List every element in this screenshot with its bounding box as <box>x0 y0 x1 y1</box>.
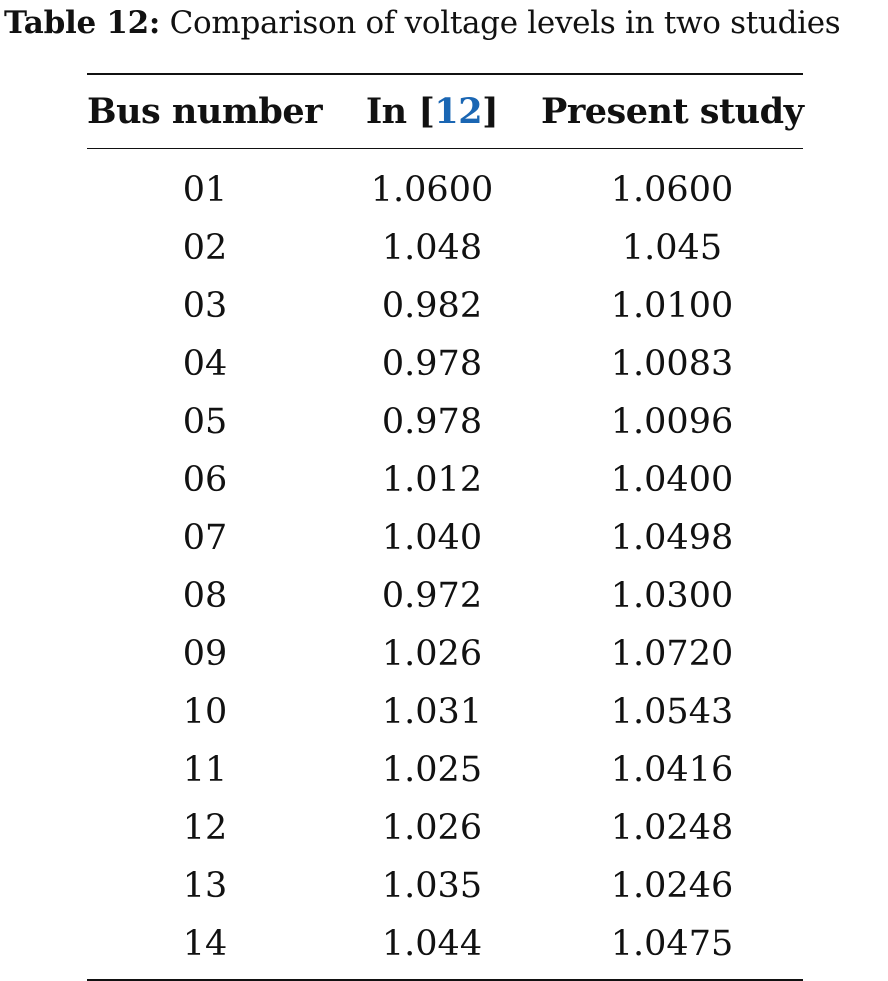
table-row <box>87 149 803 220</box>
table-row <box>87 277 803 335</box>
table-row <box>87 393 803 451</box>
cell-bus-number: 04 <box>182 344 228 384</box>
cell-bus-number: 12 <box>182 808 228 848</box>
cell-in-reference: 1.048 <box>381 228 483 268</box>
cell-in-reference: 0.978 <box>381 402 483 442</box>
cell-present-study: 1.0400 <box>610 460 734 500</box>
cell-bus-number: 13 <box>182 866 228 906</box>
table-row <box>87 915 803 980</box>
cell-present-study: 1.0100 <box>610 286 734 326</box>
voltage-comparison-table-container <box>87 73 803 981</box>
cell-present-study: 1.0475 <box>610 924 734 964</box>
cell-in-reference: 0.972 <box>381 576 483 616</box>
header-in-suffix: ] <box>482 91 499 132</box>
cell-in-reference: 1.035 <box>381 866 483 906</box>
cell-present-study: 1.0248 <box>610 808 734 848</box>
cell-present-study: 1.0600 <box>610 170 734 210</box>
cell-present-study: 1.0498 <box>610 518 734 558</box>
cell-bus-number: 06 <box>182 460 228 500</box>
table-row <box>87 219 803 277</box>
cell-in-reference: 1.026 <box>381 808 483 848</box>
cell-bus-number: 14 <box>182 924 228 964</box>
table-row <box>87 857 803 915</box>
table-caption-text: Comparison of voltage levels in two studies <box>169 5 841 41</box>
cell-in-reference: 1.026 <box>381 634 483 674</box>
table-caption <box>4 2 840 44</box>
cell-in-reference: 0.978 <box>381 344 483 384</box>
table-row <box>87 625 803 683</box>
table-row <box>87 683 803 741</box>
table-caption-label: Table 12: <box>4 5 161 41</box>
cell-present-study: 1.0246 <box>610 866 734 906</box>
table-body <box>87 149 803 981</box>
voltage-comparison-table <box>87 73 803 981</box>
table-row <box>87 741 803 799</box>
table-row <box>87 451 803 509</box>
cell-in-reference: 1.040 <box>381 518 483 558</box>
table-row <box>87 799 803 857</box>
table-row <box>87 509 803 567</box>
cell-bus-number: 09 <box>182 634 228 674</box>
cell-bus-number: 10 <box>182 692 228 732</box>
cell-present-study: 1.0543 <box>610 692 734 732</box>
cell-in-reference: 0.982 <box>381 286 483 326</box>
cell-present-study: 1.0300 <box>610 576 734 616</box>
cell-bus-number: 08 <box>182 576 228 616</box>
cell-bus-number: 03 <box>182 286 228 326</box>
cell-present-study: 1.0720 <box>610 634 734 674</box>
cell-present-study: 1.0416 <box>610 750 734 790</box>
header-present-study: Present study <box>541 91 804 132</box>
cell-bus-number: 02 <box>182 228 228 268</box>
cell-in-reference: 1.025 <box>381 750 483 790</box>
cell-bus-number: 01 <box>182 170 228 210</box>
cell-bus-number: 11 <box>182 750 228 790</box>
cell-in-reference: 1.031 <box>381 692 483 732</box>
header-in-reference <box>323 74 541 149</box>
cell-present-study: 1.0083 <box>610 344 734 384</box>
cell-bus-number: 07 <box>182 518 228 558</box>
cell-in-reference: 1.0600 <box>370 170 494 210</box>
table-header-row <box>87 74 803 149</box>
cell-in-reference: 1.044 <box>381 924 483 964</box>
cell-present-study: 1.0096 <box>610 402 734 442</box>
cell-present-study: 1.045 <box>621 228 723 268</box>
cell-bus-number: 05 <box>182 402 228 442</box>
header-in-prefix: In [ <box>365 91 435 132</box>
header-bus-number: Bus number <box>87 91 323 132</box>
cell-in-reference: 1.012 <box>381 460 483 500</box>
reference-link-12[interactable]: 12 <box>434 91 483 132</box>
table-row <box>87 335 803 393</box>
table-row <box>87 567 803 625</box>
